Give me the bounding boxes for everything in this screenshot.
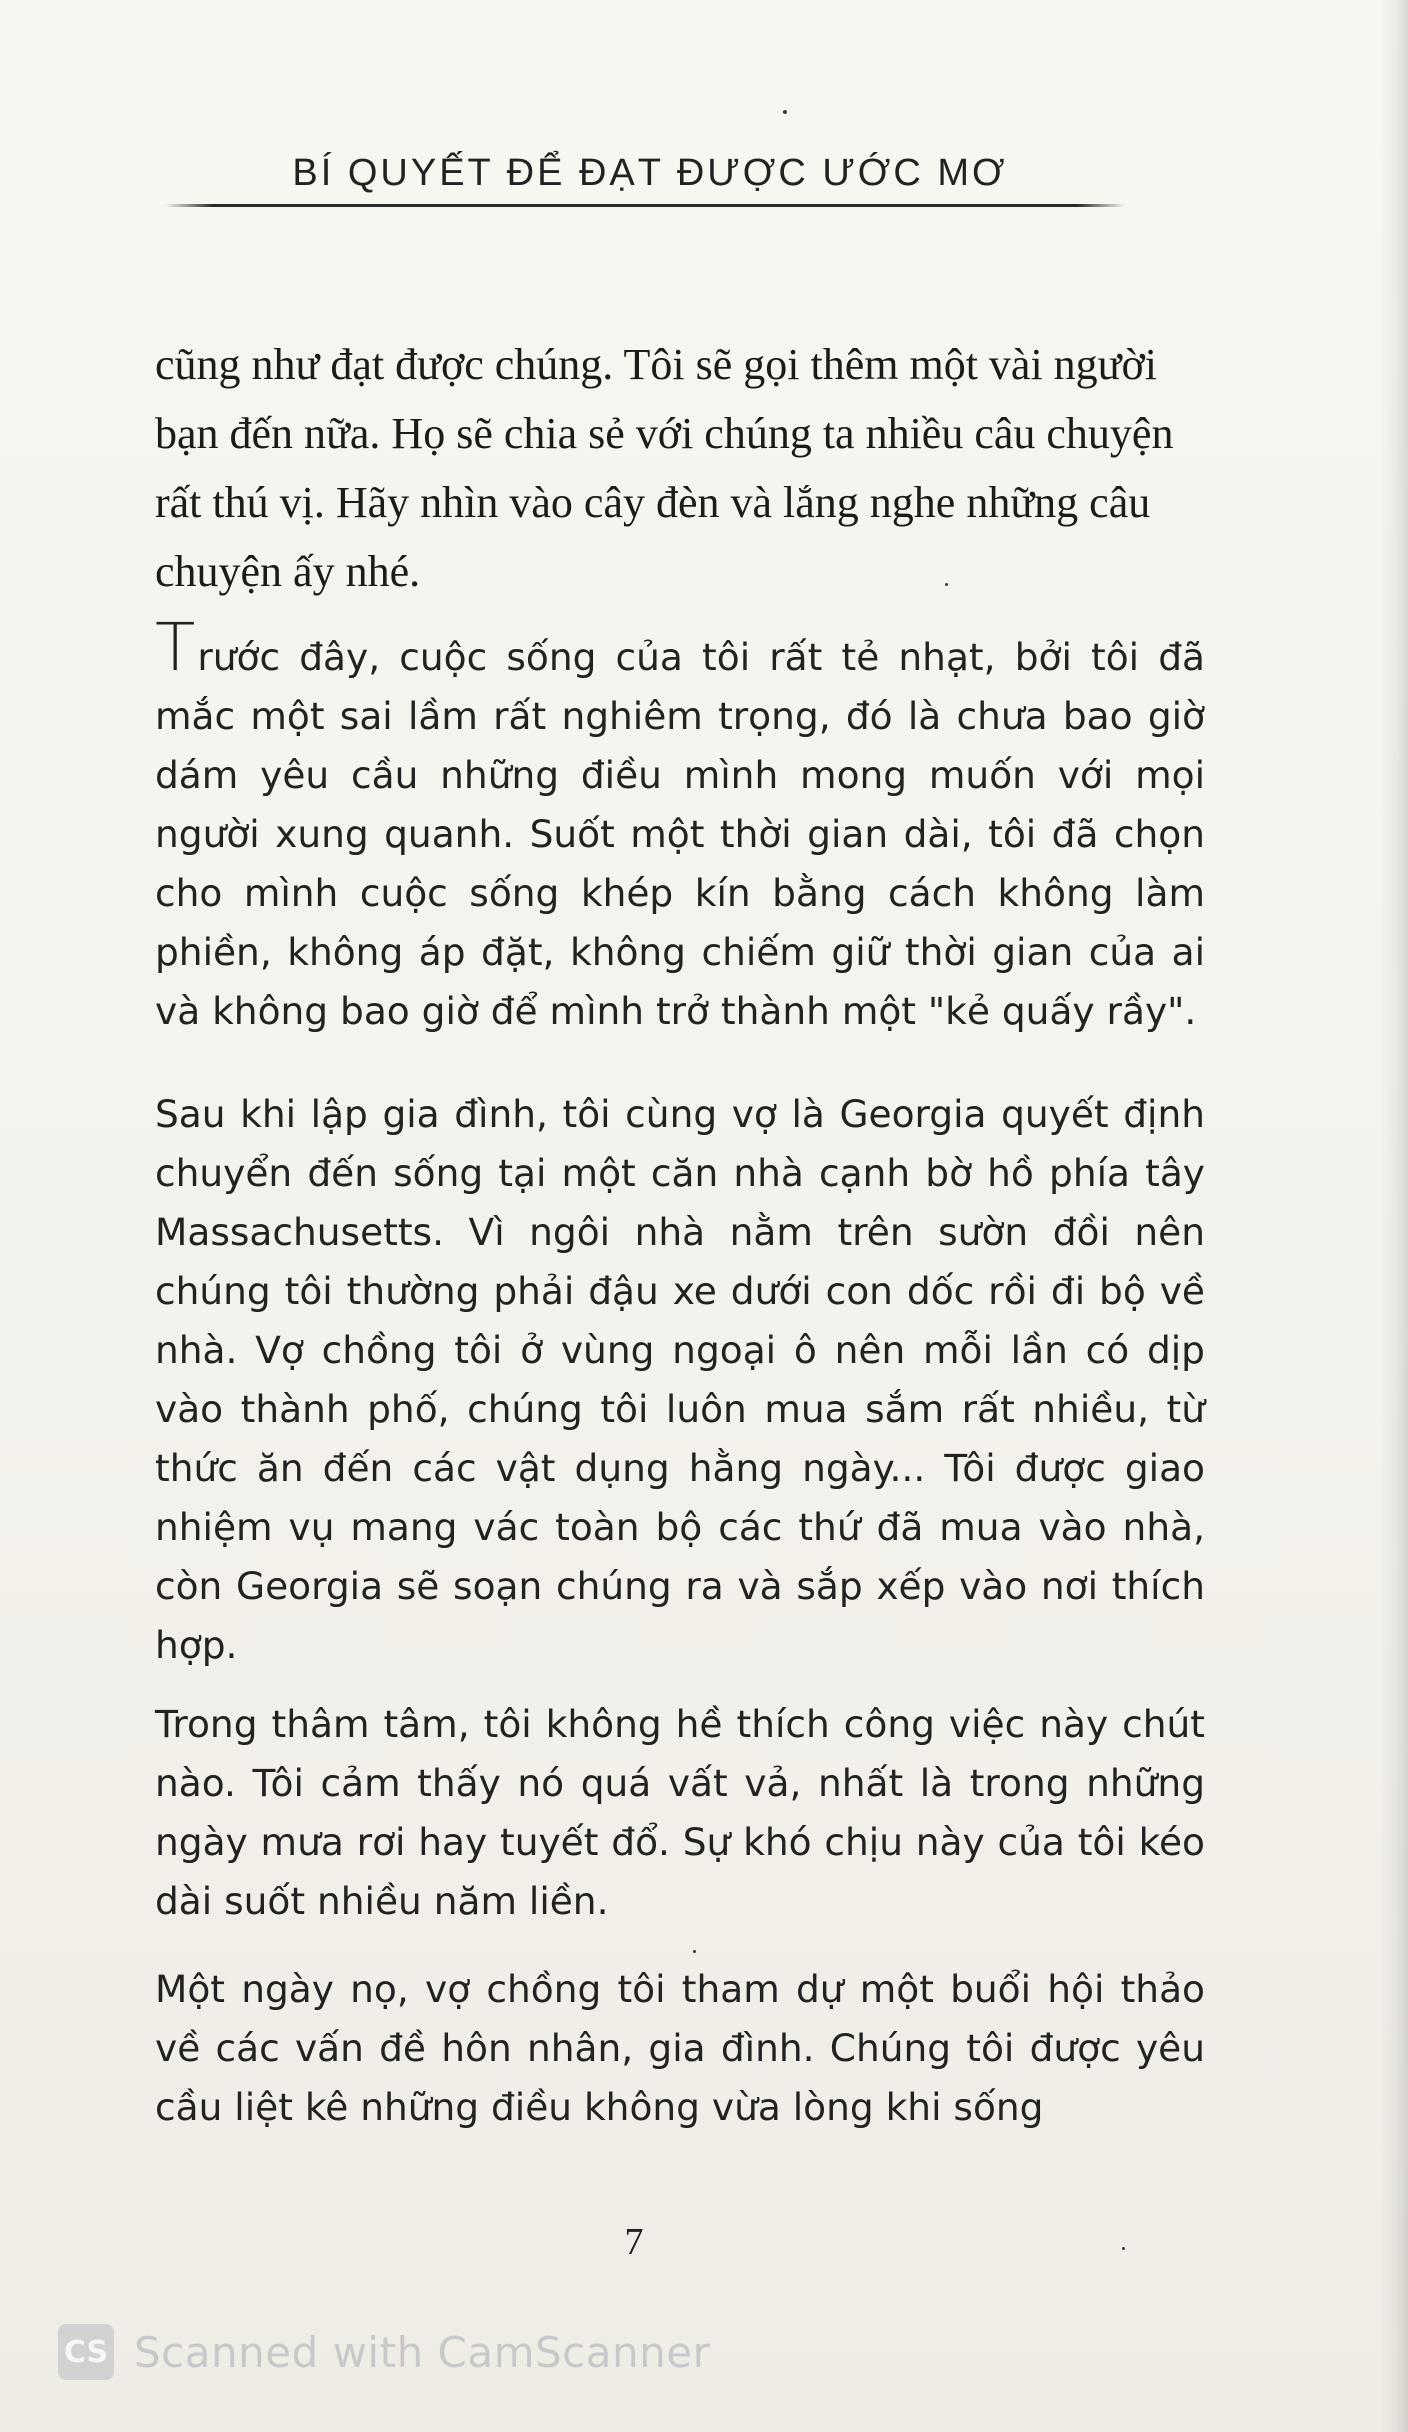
drop-cap: T — [155, 609, 196, 686]
page-edge-shadow — [1380, 0, 1408, 2432]
paragraph-4: Một ngày nọ, vợ chồng tôi tham dự một buổi hội thảo về các vấn đề hôn nhân, gia đình. Chúng tôi được yêu cầu liệt kê những điều không vừa lòng khi sống — [155, 1967, 1205, 2129]
camscanner-logo-icon: CS — [58, 2324, 114, 2380]
paragraph-1 — [155, 609, 1205, 1041]
paragraph-1-text: rước đây, cuộc sống của tôi rất tẻ nhạt, bởi tôi đã mắc một sai lầm rất nghiêm trọng, đó là chưa bao giờ dám yêu cầu những điều mình mong muốn với mọi người xung quanh. Suốt một thời gian dài, tôi đã chọn cho mình cuộc sống khép kín bằng cách không làm phiền, không áp đặt, không chiếm giữ thời gian của ai và không bao giờ để mình trở thành một "kẻ quấy rầy". — [155, 635, 1205, 1033]
watermark-text: Scanned with CamScanner — [134, 2327, 711, 2377]
paragraph-2: Sau khi lập gia đình, tôi cùng vợ là Georgia quyết định chuyển đến sống tại một căn nhà cạnh bờ hồ phía tây Massachusetts. Vì ngôi nhà nằm trên sườn đồi nên chúng tôi thường phải đậu xe dưới con dốc rồi đi bộ về nhà. Vợ chồng tôi ở vùng ngoại ô nên mỗi lần có dịp vào thành phố, chúng tôi luôn mua sắm rất nhiều, từ thức ăn đến các vật dụng hằng ngày... Tôi được giao nhiệm vụ mang vác toàn bộ các thứ đã mua vào nhà, còn Georgia sẽ soạn chúng ra và sắp xếp vào nơi thích hợp. — [155, 1092, 1205, 1667]
running-header-title: BÍ QUYẾT ĐỂ ĐẠT ĐƯỢC ƯỚC MƠ — [292, 152, 1008, 194]
paragraph-3: Trong thâm tâm, tôi không hề thích công việc này chút nào. Tôi cảm thấy nó quá vất vả, nhất là trong những ngày mưa rơi hay tuyết đổ. Sự khó chịu này của tôi kéo dài suốt nhiều năm liền. — [155, 1702, 1205, 1923]
dust-speck — [945, 583, 948, 586]
scanner-watermark — [58, 2322, 710, 2382]
dust-speck — [693, 1950, 696, 1953]
dust-speck — [783, 110, 787, 114]
header-divider — [165, 204, 1125, 207]
page-number: 7 — [624, 2221, 644, 2263]
dust-speck — [1122, 2247, 1125, 2250]
lead-paragraph: cũng như đạt được chúng. Tôi sẽ gọi thêm một vài người bạn đến nữa. Họ sẽ chia sẻ với chúng ta nhiều câu chuyện rất thú vị. Hãy nhìn vào cây đèn và lắng nghe những câu chuyện ấy nhé. — [155, 340, 1174, 596]
